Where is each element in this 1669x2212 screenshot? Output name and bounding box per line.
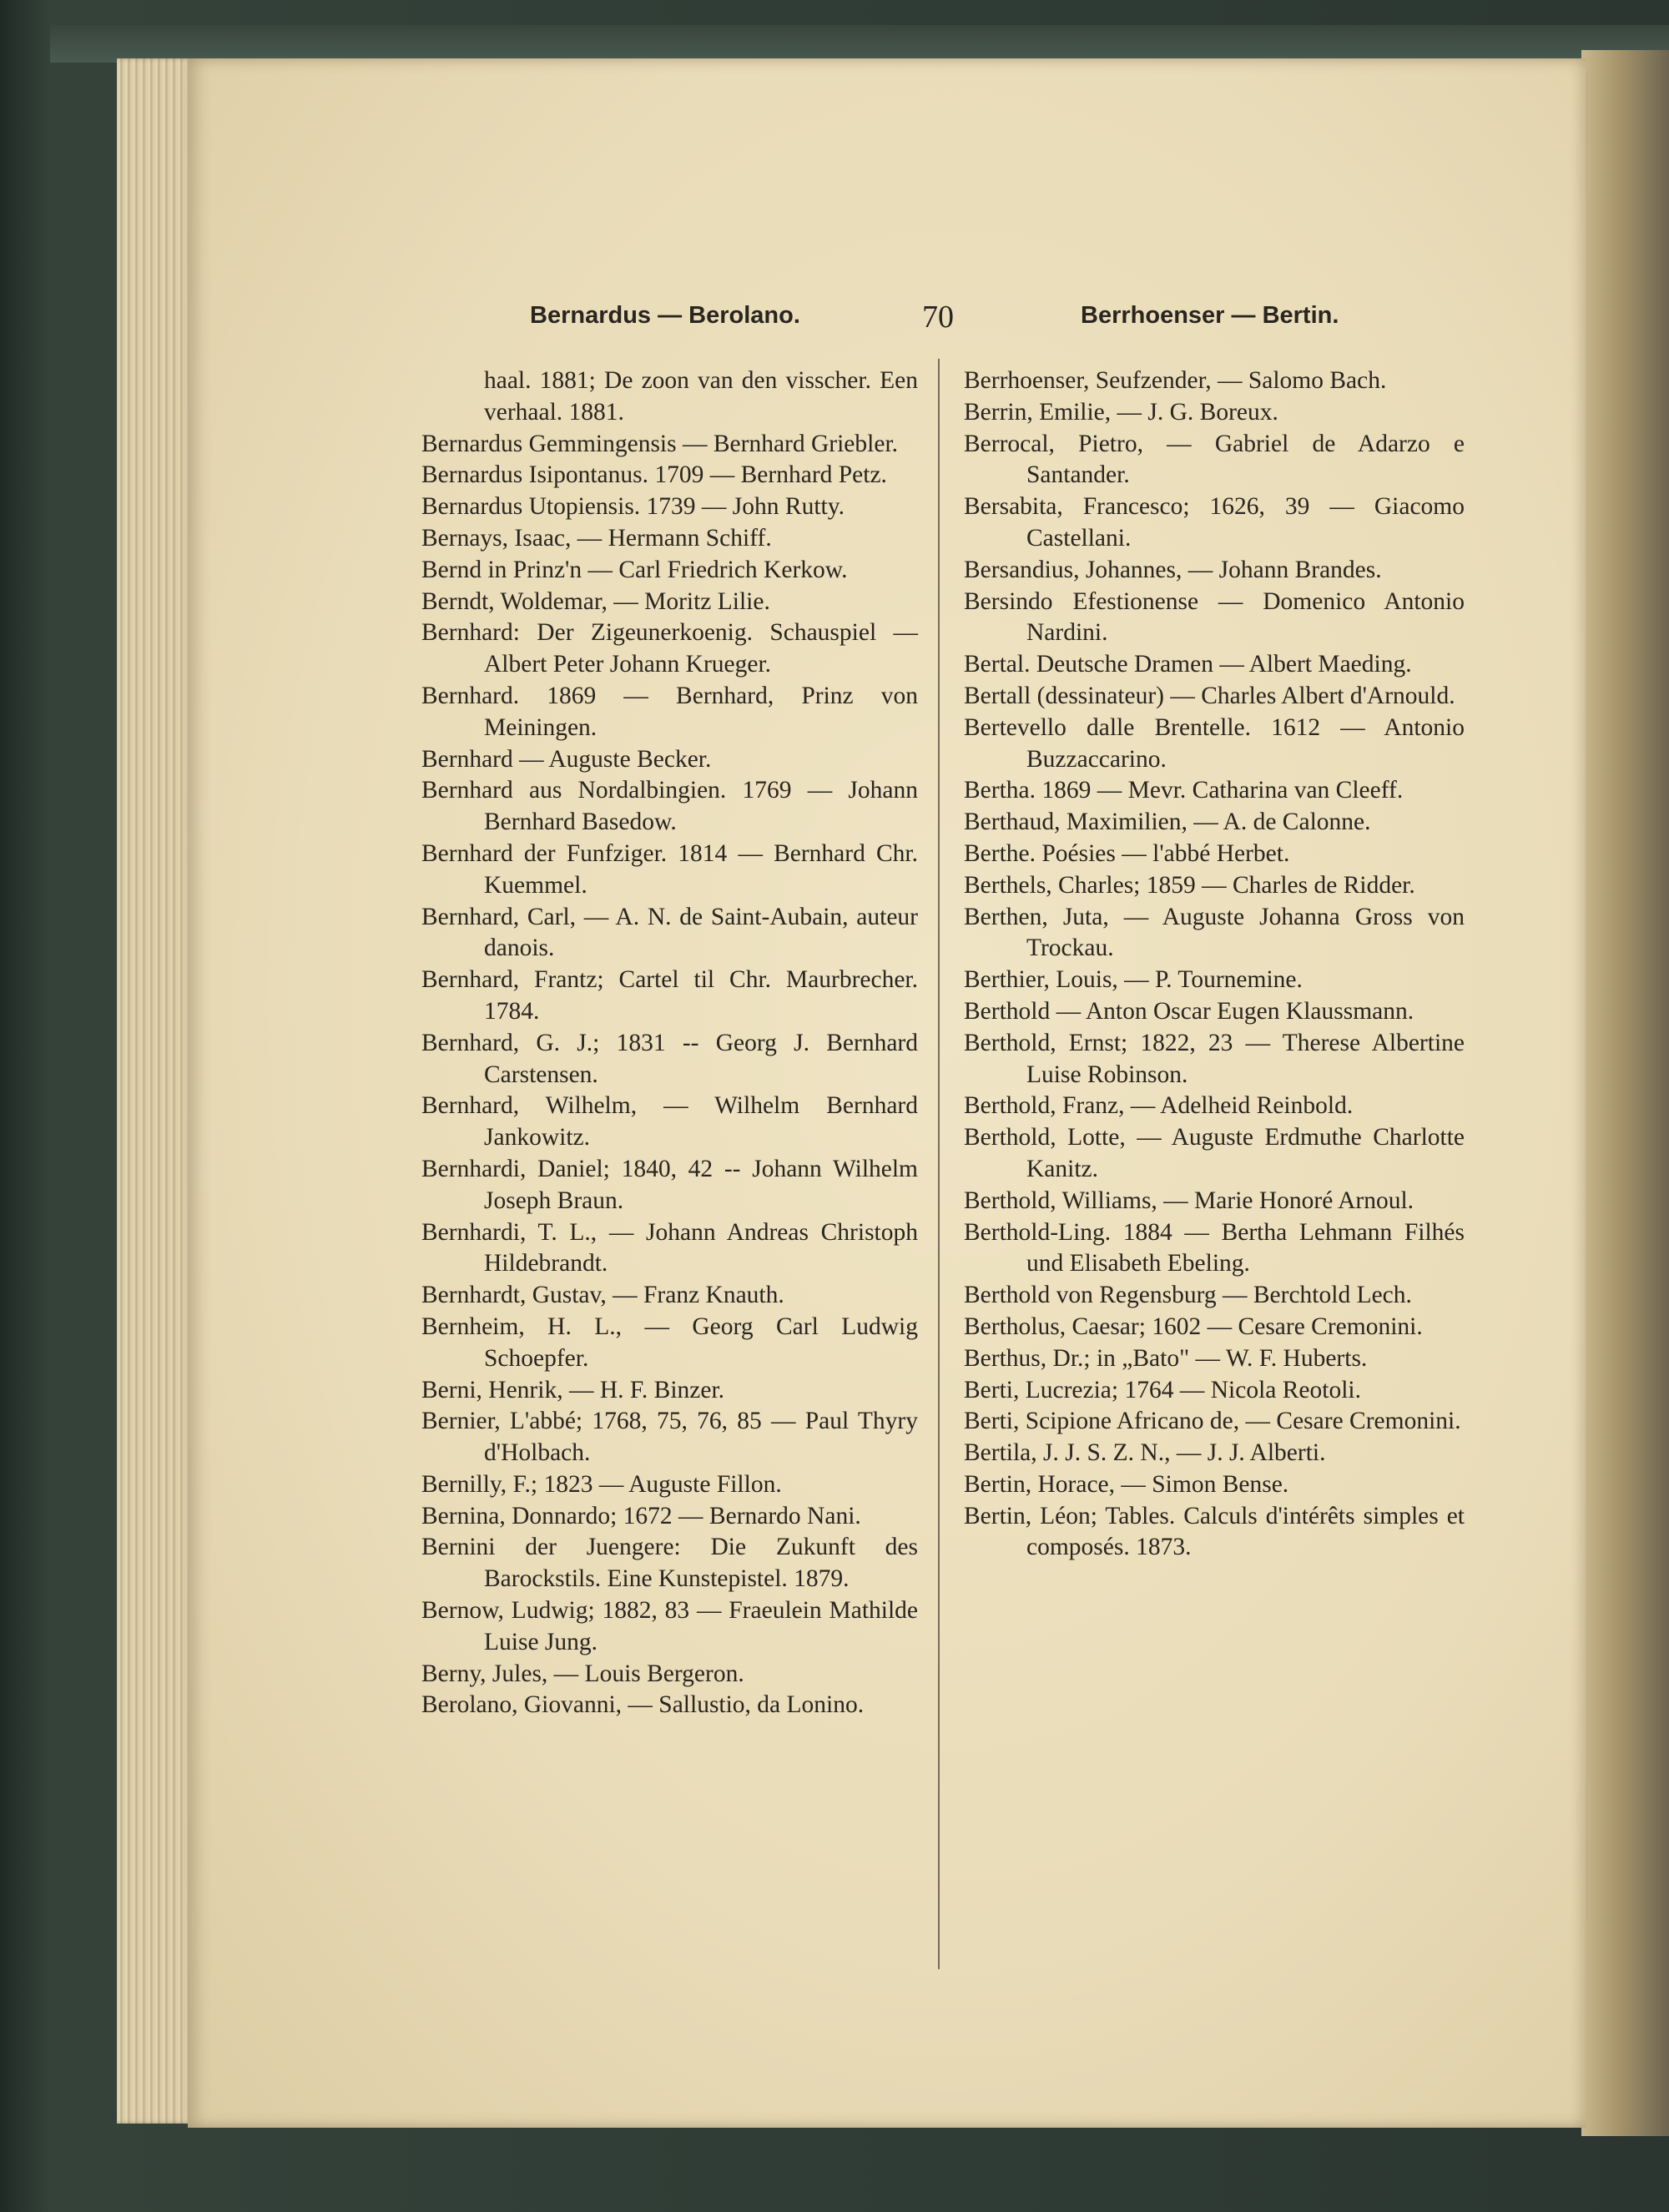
list-item: Berrin, Emilie, — J. G. Boreux. (964, 398, 1278, 426)
list-item: Bertila, J. J. S. Z. N., — J. J. Alberti. (964, 1439, 1326, 1467)
list-item: Bernhard, Wilhelm, — Wilhelm Bernhard Jankowitz. (421, 1092, 918, 1151)
list-item: Bernina, Donnardo; 1672 — Bernardo Nani. (421, 1502, 861, 1529)
list-item: Berthold, Williams, — Marie Honoré Arnoul. (964, 1187, 1414, 1214)
list-item: Bernays, Isaac, — Hermann Schiff. (421, 524, 772, 552)
list-item: Bernilly, F.; 1823 — Auguste Fillon. (421, 1470, 782, 1498)
list-item: Bernhard, Frantz; Cartel til Chr. Maurbrecher. 1784. (421, 966, 918, 1025)
list-item: Bernhardi, T. L., — Johann Andreas Christoph Hildebrandt. (421, 1218, 918, 1277)
list-item: Bernardus Utopiensis. 1739 — John Rutty. (421, 493, 845, 521)
list-item: Berndt, Woldemar, — Moritz Lilie. (421, 587, 770, 615)
list-item: Bernhard der Funfziger. 1814 — Bernhard Chr. Kuemmel. (421, 839, 918, 899)
list-item: Berthus, Dr.; in „Bato" — W. F. Huberts. (964, 1344, 1368, 1372)
list-item: Bertholus, Caesar; 1602 — Cesare Cremonini. (964, 1313, 1423, 1340)
list-item: Bersandius, Johannes, — Johann Brandes. (964, 556, 1382, 583)
list-item: haal. 1881; De zoon van den visscher. Een verhaal. 1881. (484, 367, 918, 426)
list-item: Berni, Henrik, — H. F. Binzer. (421, 1376, 725, 1403)
list-item: Bernardus Gemmingensis — Bernhard Griebler. (421, 430, 899, 457)
list-item: Bernhard — Auguste Becker. (421, 745, 712, 773)
list-item: Berthold, Ernst; 1822, 23 — Therese Albertine Luise Robinson. (964, 1029, 1465, 1088)
list-item: Bernini der Juengere: Die Zukunft des Barockstils. Eine Kunstepistel. 1879. (421, 1534, 918, 1593)
list-item: Berthaud, Maximilien, — A. de Calonne. (964, 809, 1371, 836)
list-item: Berthe. Poésies — l'abbé Herbet. (964, 839, 1290, 867)
list-item: Bernhardt, Gustav, — Franz Knauth. (421, 1282, 784, 1309)
header-left: Bernardus — Berolano. (530, 302, 800, 329)
list-item: Bernhard: Der Zigeunerkoenig. Schauspiel — Albert Peter Johann Krueger. (421, 619, 918, 678)
list-item: Bertall (dessinateur) — Charles Albert d'Arnould. (964, 682, 1455, 709)
list-item: Berti, Scipione Africano de, — Cesare Cremonini. (964, 1408, 1461, 1435)
list-item: Berthier, Louis, — P. Tournemine. (964, 966, 1303, 994)
list-item: Berthold, Lotte, — Auguste Erdmuthe Charlotte Kanitz. (964, 1124, 1465, 1182)
fore-edge (1581, 50, 1669, 2136)
list-item: Bersindo Efestionense — Domenico Antonio Nardini. (964, 587, 1465, 647)
list-item: Bersabita, Francesco; 1626, 39 — Giacomo Castellani. (964, 493, 1465, 552)
list-item: Bertin, Horace, — Simon Bense. (964, 1470, 1289, 1498)
list-item: Bernhard. 1869 — Bernhard, Prinz von Meiningen. (421, 682, 918, 741)
list-item: Bernhardi, Daniel; 1840, 42 -- Johann Wilhelm Joseph Braun. (421, 1155, 918, 1214)
right-column (964, 365, 1465, 1564)
list-item: Berthels, Charles; 1859 — Charles de Ridder. (964, 871, 1415, 899)
list-item: Bertevello dalle Brentelle. 1612 — Antonio Buzzaccarino. (964, 713, 1465, 773)
list-item: Berthold — Anton Oscar Eugen Klaussmann. (964, 997, 1414, 1025)
book-cover-edge (50, 25, 1669, 63)
page-stack-edges (117, 58, 192, 2124)
column-divider (938, 359, 940, 1969)
list-item: Bernier, L'abbé; 1768, 75, 76, 85 — Paul Thyry d'Holbach. (421, 1408, 918, 1467)
list-item: Bernd in Prinz'n — Carl Friedrich Kerkow. (421, 556, 848, 583)
list-item: Berthold-Ling. 1884 — Bertha Lehmann Filhés und Elisabeth Ebeling. (964, 1218, 1465, 1277)
list-item: Bernhard, Carl, — A. N. de Saint-Aubain, auteur danois. (421, 903, 918, 962)
header-right: Berrhoenser — Bertin. (1081, 302, 1339, 329)
list-item: Berthold von Regensburg — Berchtold Lech. (964, 1282, 1412, 1309)
list-item: Bertin, Léon; Tables. Calculs d'intérêts simples et composés. 1873. (964, 1502, 1465, 1561)
list-item: Bertal. Deutsche Dramen — Albert Maeding. (964, 651, 1412, 678)
list-item: Bernardus Isipontanus. 1709 — Bernhard Petz. (421, 461, 887, 489)
left-column (421, 365, 918, 1721)
list-item: Bernow, Ludwig; 1882, 83 — Fraeulein Mathilde Luise Jung. (421, 1597, 918, 1655)
list-item: Bernheim, H. L., — Georg Carl Ludwig Schoepfer. (421, 1313, 918, 1372)
list-item: Berrocal, Pietro, — Gabriel de Adarzo e Santander. (964, 430, 1465, 489)
running-header (188, 299, 1586, 340)
book-page (188, 58, 1586, 2128)
list-item: Bernhard aus Nordalbingien. 1769 — Johann Bernhard Basedow. (421, 777, 918, 836)
list-item: Berthen, Juta, — Auguste Johanna Gross von Trockau. (964, 903, 1465, 962)
list-item: Berny, Jules, — Louis Bergeron. (421, 1660, 744, 1687)
list-item: Bernhard, G. J.; 1831 -- Georg J. Bernhard Carstensen. (421, 1029, 918, 1088)
list-item: Bertha. 1869 — Mevr. Catharina van Cleeff. (964, 777, 1404, 804)
list-item: Berolano, Giovanni, — Sallustio, da Lonino. (421, 1691, 865, 1719)
list-item: Berrhoenser, Seufzender, — Salomo Bach. (964, 367, 1387, 394)
page-number: 70 (922, 300, 954, 335)
list-item: Berthold, Franz, — Adelheid Reinbold. (964, 1092, 1354, 1120)
list-item: Berti, Lucrezia; 1764 — Nicola Reotoli. (964, 1376, 1361, 1403)
